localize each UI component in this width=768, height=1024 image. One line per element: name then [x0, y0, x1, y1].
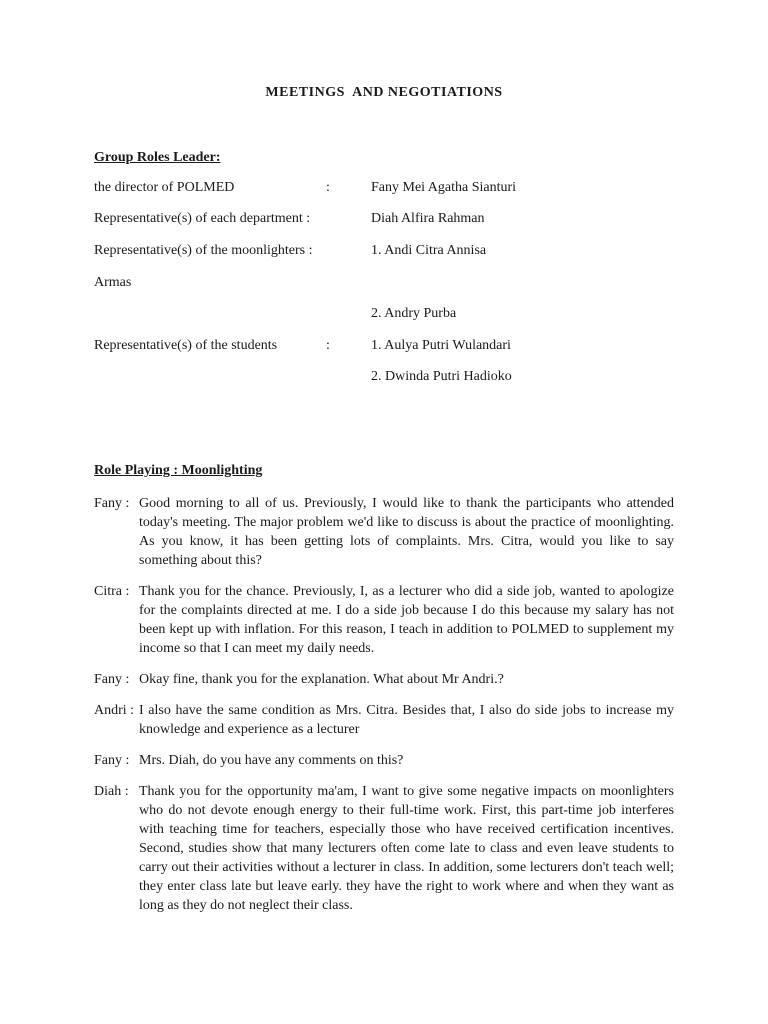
- role-row: [94, 338, 694, 358]
- role-value: 2. Dwinda Putri Hadioko: [371, 369, 512, 384]
- speech-text: Good morning to all of us. Previously, I would like to thank the participants who attended today's meeting. The major problem we'd like to discuss is about the practice of moonlighting. As you know, it has been getting lots of complaints. Mrs. Citra, would you like to say something about this?: [139, 496, 674, 568]
- role-row: [94, 211, 694, 231]
- dialogue-line: [94, 494, 674, 570]
- role-value: Fany Mei Agatha Sianturi: [371, 180, 517, 195]
- speech-text: Thank you for the opportunity ma'am, I want to give some negative impacts on moonlighters who do not devote enough energy to their full-time work. First, this part-time job interferes with teaching time for teachers, especially those who have received certification incentives. Second, studies show that many lecturers often come late to class and even leave students to carry out their activities without a lecturer in class. In addition, some lecturers don't teach well; they enter class late but leave early. they have the right to work where and when they want as long as they do not neglect their class.: [139, 784, 674, 913]
- role-value: 2. Andry Purba: [371, 306, 457, 321]
- speaker-name: Diah :: [94, 784, 129, 799]
- dialogue-line: [94, 701, 674, 739]
- dialogue: [94, 494, 674, 927]
- role-value: 1. Andi Citra Annisa: [371, 243, 487, 258]
- speaker-name: Citra :: [94, 584, 130, 599]
- role-value: 1. Aulya Putri Wulandari: [371, 338, 511, 353]
- role-label: the director of POLMED: [94, 180, 235, 195]
- speech-text: Thank you for the chance. Previously, I, as a lecturer who did a side job, wanted to apologize for the complaints directed at me. I do a side job because I do this because my salary has not been kept up with inflation. For this reason, I teach in addition to POLMED to supplement my income so that I can meet my daily needs.: [139, 584, 674, 656]
- role-row: [94, 369, 694, 389]
- role-row: [94, 243, 694, 263]
- role-colon: :: [326, 180, 330, 195]
- speaker-name: Fany :: [94, 672, 130, 687]
- group-roles-heading: Group Roles Leader:: [94, 150, 221, 165]
- role-value: Diah Alfira Rahman: [371, 211, 485, 226]
- role-colon: :: [326, 338, 330, 353]
- speaker-name: Fany :: [94, 753, 130, 768]
- role-row: [94, 306, 694, 326]
- role-label: Representative(s) of each department :: [94, 211, 311, 226]
- dialogue-line: [94, 670, 674, 689]
- role-label: Representative(s) of the students: [94, 338, 278, 353]
- role-row: [94, 275, 694, 295]
- speech-text: Mrs. Diah, do you have any comments on this?: [139, 753, 404, 768]
- role-playing-heading: Role Playing : Moonlighting: [94, 463, 263, 478]
- document-title: MEETINGS AND NEGOTIATIONS: [265, 85, 503, 100]
- speaker-name: Andri :: [94, 703, 135, 718]
- dialogue-line: [94, 751, 674, 770]
- dialogue-line: [94, 782, 674, 915]
- speech-text: I also have the same condition as Mrs. Citra. Besides that, I also do side jobs to increase my knowledge and experience as a lecturer: [139, 703, 674, 737]
- role-label: Representative(s) of the moonlighters :: [94, 243, 313, 258]
- speech-text: Okay fine, thank you for the explanation. What about Mr Andri.?: [139, 672, 504, 687]
- dialogue-line: [94, 582, 674, 658]
- speaker-name: Fany :: [94, 496, 130, 511]
- role-label: Armas: [94, 275, 132, 290]
- role-row: [94, 180, 694, 200]
